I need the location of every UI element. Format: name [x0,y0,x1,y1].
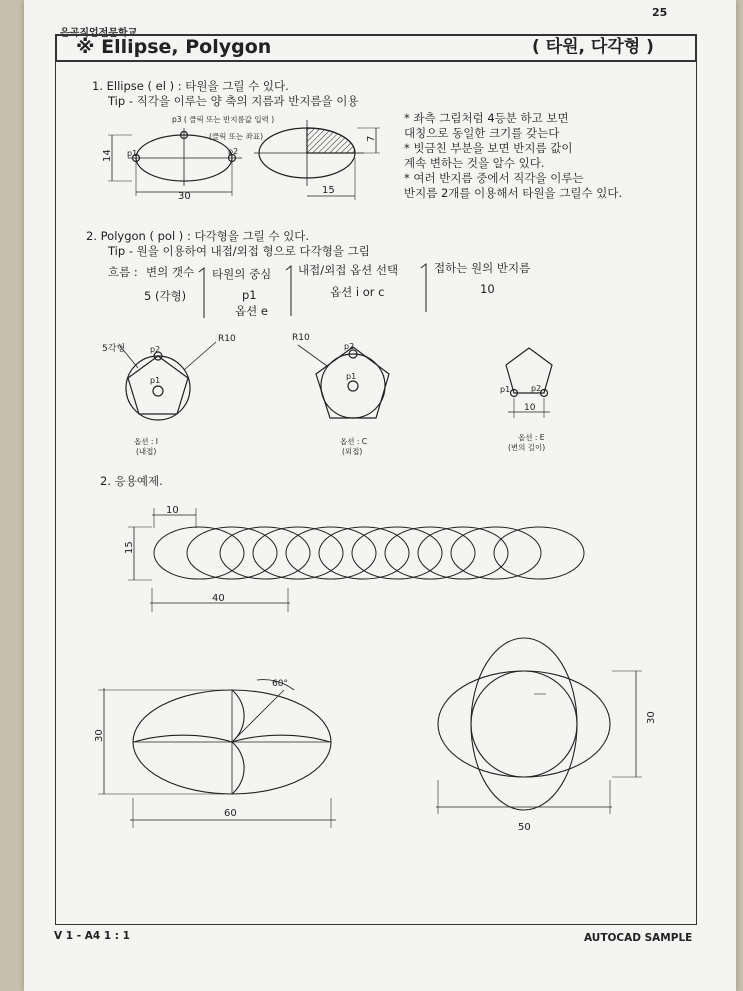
worksheet-page [24,0,736,991]
flow-2-value2: 옵션 e [235,304,268,318]
sec1-dim-7: 7 [366,135,377,142]
arcs-dim-30: 30 [94,729,105,742]
option-e-label: 옵션 : E [518,433,545,442]
section1-note-6: 반지름 2개를 이용해서 타원을 그릴수 있다. [404,186,623,200]
flow-4-head: 접하는 원의 반지름 [434,261,531,275]
poly-i-p2: p2 [150,345,161,354]
section1-note-2: 대칭으로 동일한 크기를 갖는다 [404,126,560,140]
chain-dim-15: 15 [124,541,135,554]
page-title: ※ Ellipse, Polygon [76,36,272,58]
option-i-label: 옵션 : I [134,437,158,446]
sec1-dim-15: 15 [322,185,335,196]
footer-scale: V 1 - A4 1 : 1 [54,930,130,942]
section2-tip: Tip - 원을 이용하여 내접/외접 형으로 다각형을 그림 [108,244,370,258]
flow-2-head: 타원의 중심 [212,267,272,281]
chain-dim-40: 40 [212,593,225,604]
arcs-angle-60: 60° [272,679,288,689]
pentagon-label: 5각형 [102,344,126,354]
arcs-dim-60: 60 [224,808,237,819]
poly-e-p1: p1 [500,385,511,394]
sec1-dim-30: 30 [178,191,191,202]
section1-note-5: * 여러 반지름 중에서 직각을 이루는 [404,171,584,185]
crossed-dim-30: 30 [646,711,657,724]
option-i-sub: (내접) [136,447,157,456]
section1-heading: 1. Ellipse ( el ) : 타원을 그릴 수 있다. [92,79,289,93]
flow-4-value: 10 [480,282,495,296]
poly-e-dim-10: 10 [524,403,536,413]
chain-dim-10: 10 [166,505,179,516]
flow-dividers [199,264,426,318]
option-c-label: 옵션 : C [340,437,368,446]
ellipse-quartered-drawing [108,128,242,196]
ellipse-arcs-drawing [98,680,336,828]
flow-1-value: 5 (각형) [144,289,187,303]
polygon-circumscribed-drawing [298,345,389,418]
option-c-sub: (외접) [342,447,363,456]
page-number: 25 [652,6,668,19]
school-name: 은곡직업전문학교 [60,28,138,39]
section2-heading: 2. Polygon ( pol ) : 다각형을 그릴 수 있다. [86,229,310,243]
p3-label: p3 ( 클릭 또는 반지름값 입력 ) [172,115,275,124]
ellipse-chain-drawing [128,508,584,612]
sec1-p1-label: p1 [127,149,138,158]
flow-label: 흐름 : [108,265,138,279]
flow-2-value: p1 [242,288,257,302]
flow-1-head: 변의 갯수 [146,265,195,279]
section1-note-3: * 빗금친 부분을 보면 반지름 값이 [404,141,573,155]
poly-e-p2: p2 [531,384,542,393]
crossed-ellipses-drawing [436,638,642,814]
flow-3-head: 내접/외접 옵션 선택 [298,263,399,277]
poly-c-r10: R10 [292,333,310,343]
crossed-dim-50: 50 [518,822,531,833]
flow-3-value: 옵션 i or c [330,285,385,299]
ellipse-hatched-drawing [254,120,380,200]
poly-i-r10: R10 [218,334,236,344]
sec1-dim-14: 14 [102,149,113,162]
drawings-canvas [24,0,736,991]
poly-i-p1: p1 [150,376,161,385]
click-label: (클릭 또는 좌표) [209,132,264,141]
footer-title: AUTOCAD SAMPLE [584,932,693,944]
section1-note-4: 계속 변하는 것을 알수 있다. [404,156,545,170]
polygon-inscribed-drawing [120,342,216,420]
poly-c-p1: p1 [346,372,357,381]
option-e-sub: (변의 길이) [508,443,546,452]
section1-tip: Tip - 직각을 이루는 양 축의 지름과 반지름을 이용 [108,94,359,108]
sec1-p2-label: p2 [228,147,239,156]
section3-heading: 2. 응용예제. [100,474,163,488]
page-title-korean: ( 타원, 다각형 ) [532,37,654,57]
section1-note-1: * 좌측 그림처럼 4등분 하고 보면 [404,111,569,125]
poly-c-p2: p2 [344,342,355,351]
